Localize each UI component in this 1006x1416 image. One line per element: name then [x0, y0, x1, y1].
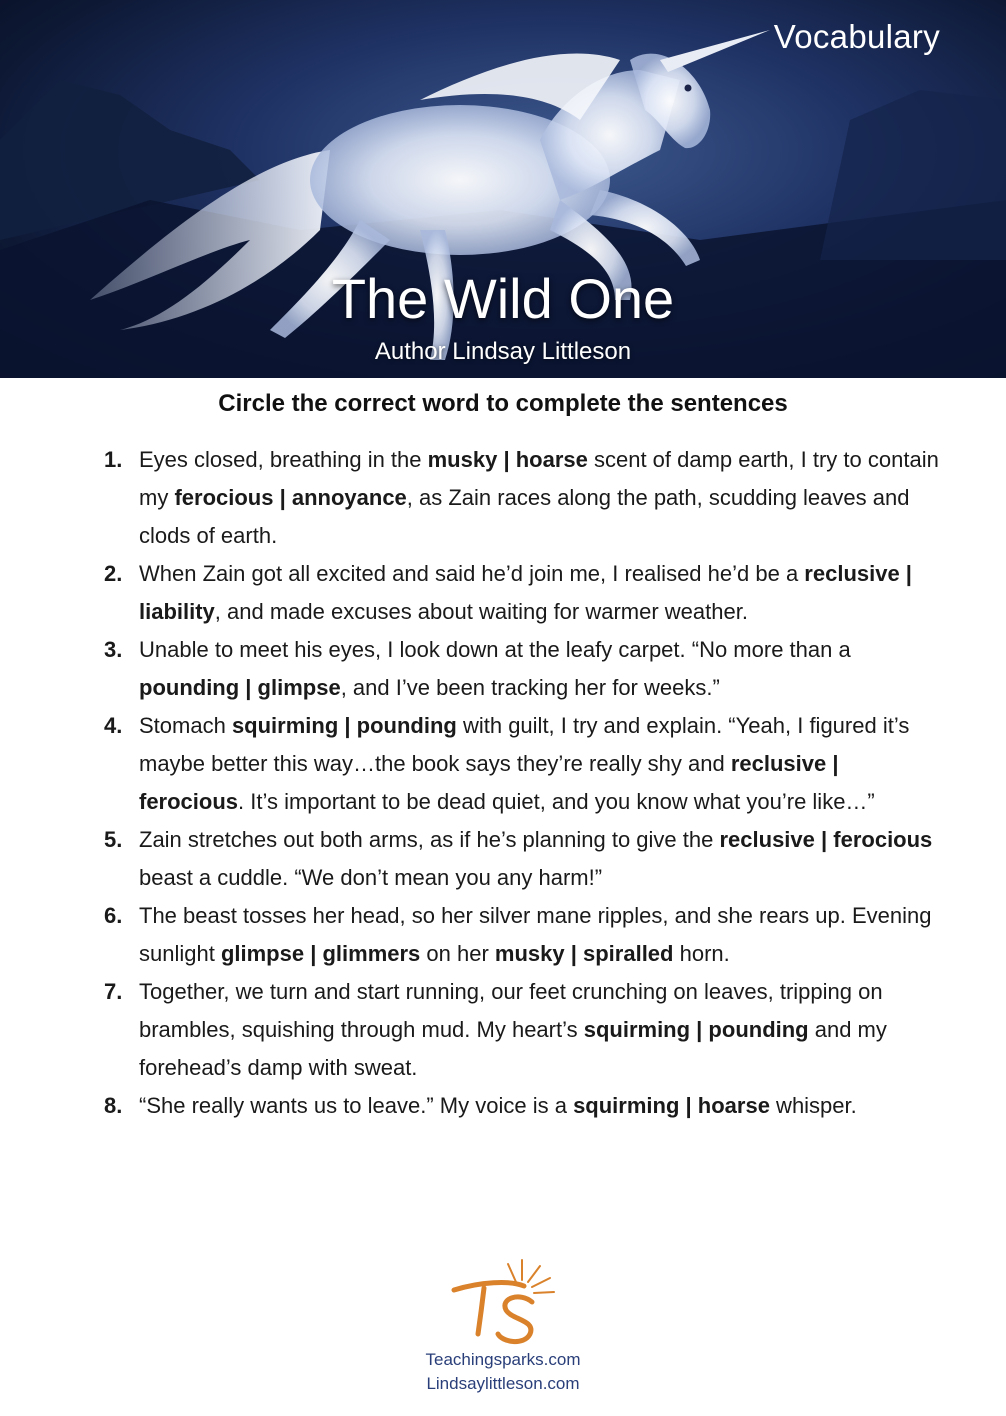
sentence-item — [104, 1087, 944, 1125]
sentence-number: 1. — [104, 447, 123, 472]
sentence-number: 5. — [104, 827, 123, 852]
sentence-text: , as Zain races along the path, scudding leaves and clods of earth. — [139, 485, 910, 548]
word-choice[interactable]: musky | spiralled — [494, 941, 674, 966]
sentence-text: Together, we turn and start running, our feet crunching on leaves, tripping on brambles, squishing through mud. My heart’s — [139, 979, 883, 1042]
word-choice[interactable]: musky | hoarse — [427, 447, 588, 472]
page-title: The Wild One — [331, 267, 675, 330]
word-choice[interactable]: glimpse | glimmers — [220, 941, 421, 966]
word-choice[interactable]: reclusive | ferocious — [139, 751, 839, 814]
sentence-text: Stomach — [139, 713, 232, 738]
sentence-text: Eyes closed, breathing in the — [139, 447, 428, 472]
sentence-text: Unable to meet his eyes, I look down at the leafy carpet. “No more than a — [139, 637, 851, 662]
footer-link-lindsaylittleson[interactable]: Lindsaylittleson.com — [426, 1374, 580, 1393]
footer-link-teachingsparks[interactable]: Teachingsparks.com — [425, 1350, 581, 1369]
author-line: Author Lindsay Littleson — [374, 338, 632, 365]
sentence-number: 6. — [104, 903, 123, 928]
sentence-number: 8. — [104, 1093, 123, 1118]
sentence-list — [104, 441, 944, 1125]
sentence-item — [104, 821, 944, 897]
sentence-text: on her — [420, 941, 495, 966]
sentence-number: 4. — [104, 713, 123, 738]
word-choice[interactable]: squirming | hoarse — [573, 1093, 770, 1118]
sentence-item — [104, 555, 944, 631]
sentence-text: , and I’ve been tracking her for weeks.” — [340, 675, 720, 700]
sentence-item — [104, 631, 944, 707]
word-choice[interactable]: reclusive | liability — [139, 561, 912, 624]
sentence-text: whisper. — [769, 1093, 857, 1118]
sentence-text: The beast tosses her head, so her silver mane ripples, and she rears up. Evening sunlight — [139, 903, 932, 966]
sentence-number: 7. — [104, 979, 123, 1004]
sentence-text: When Zain got all excited and said he’d join me, I realised he’d be a — [139, 561, 805, 586]
header-banner — [0, 0, 1006, 378]
sentence-item — [104, 441, 944, 555]
word-choice[interactable]: squirming | pounding — [583, 1017, 809, 1042]
word-choice[interactable]: reclusive | ferocious — [719, 827, 933, 852]
instruction-heading: Circle the correct word to complete the sentences — [218, 390, 788, 417]
sentence-item — [104, 973, 944, 1087]
sentence-text: scent of damp earth, I try to contain my — [139, 447, 939, 510]
teaching-sparks-logo — [440, 1250, 560, 1350]
sentence-text: “She really wants us to leave.” My voice is a — [139, 1093, 574, 1118]
sentence-item — [104, 897, 944, 973]
word-choice[interactable]: ferocious | annoyance — [174, 485, 407, 510]
sentence-text: Zain stretches out both arms, as if he’s planning to give the — [139, 827, 720, 852]
sentence-number: 3. — [104, 637, 123, 662]
vocabulary-tag: Vocabulary — [773, 18, 940, 55]
sentence-text: with guilt, I try and explain. “Yeah, I figured it’s maybe better this way…the book says they’re really shy and — [139, 713, 910, 776]
sentence-text: horn. — [673, 941, 730, 966]
word-choice[interactable]: squirming | pounding — [231, 713, 457, 738]
sentence-text: and my forehead’s damp with sweat. — [139, 1017, 887, 1080]
sentence-item — [104, 707, 944, 821]
sentence-text: , and made excuses about waiting for warmer weather. — [214, 599, 748, 624]
sentence-number: 2. — [104, 561, 123, 586]
word-choice[interactable]: pounding | glimpse — [139, 675, 341, 700]
sentence-text: beast a cuddle. “We don’t mean you any harm!” — [139, 865, 603, 890]
sentence-text: . It’s important to be dead quiet, and you know what you’re like…” — [238, 789, 875, 814]
